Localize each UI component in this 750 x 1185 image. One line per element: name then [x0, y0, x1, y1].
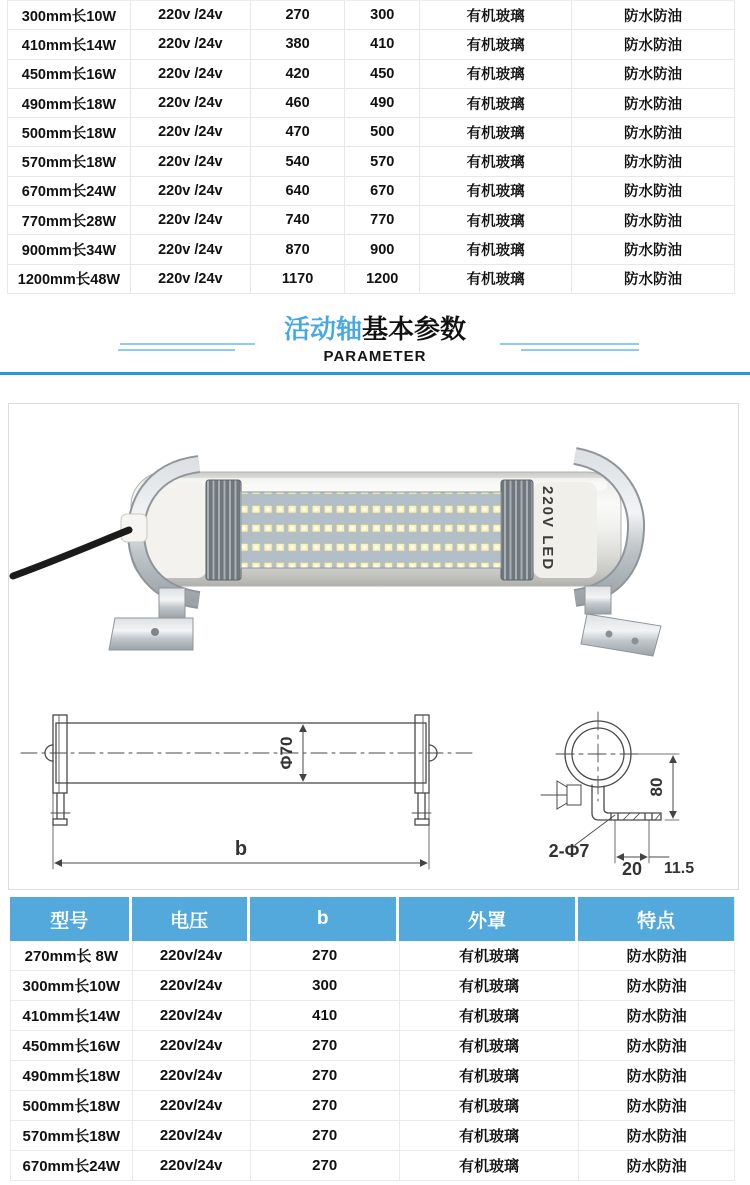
cell-model: 1200mm长48W: [7, 265, 130, 293]
cell-feature: 防水防油: [571, 177, 734, 205]
cell-val2: 570: [344, 147, 419, 175]
cell-cover: 有机玻璃: [399, 1001, 579, 1030]
cell-feature: 防水防油: [571, 206, 734, 234]
cell-val1: 540: [250, 147, 345, 175]
cell-cover: 有机玻璃: [419, 30, 571, 58]
cell-feature: 防水防油: [578, 1091, 734, 1120]
dim-base-offset-label: 11.5: [663, 860, 695, 877]
cell-val2: 1200: [344, 265, 419, 293]
cell-feature: 防水防油: [578, 1061, 734, 1090]
cell-voltage: 220v /24v: [130, 89, 250, 117]
cell-feature: 防水防油: [578, 1121, 734, 1150]
table-row: [7, 177, 734, 206]
dim-length-label: b: [234, 838, 248, 860]
cell-model: 270mm长 8W: [10, 941, 132, 970]
table-row: [7, 206, 734, 235]
cell-model: 450mm长16W: [10, 1031, 132, 1060]
cell-voltage: 220v /24v: [130, 118, 250, 146]
cell-feature: 防水防油: [571, 118, 734, 146]
cell-cover: 有机玻璃: [399, 971, 579, 1000]
cell-val2: 500: [344, 118, 419, 146]
table-header: [10, 897, 734, 941]
cell-voltage: 220v /24v: [130, 147, 250, 175]
cell-model: 770mm长28W: [7, 206, 130, 234]
cell-feature: 防水防油: [571, 30, 734, 58]
cell-model: 300mm长10W: [7, 1, 130, 29]
cell-model: 500mm长18W: [7, 118, 130, 146]
cell-cover: 有机玻璃: [419, 89, 571, 117]
section-title-blue: 活动轴: [283, 314, 362, 344]
led-module: [206, 480, 533, 580]
cell-val1: 270: [250, 1, 345, 29]
cell-voltage: 220v/24v: [132, 1031, 250, 1060]
table-row: [10, 1151, 734, 1181]
table-row: [10, 1031, 734, 1061]
cell-voltage: 220v/24v: [132, 1091, 250, 1120]
decor-line: [500, 343, 639, 345]
spec-table-top: [7, 0, 735, 294]
cell-cover: 有机玻璃: [419, 60, 571, 88]
dim-holes-label: 2-Φ7: [548, 841, 590, 861]
cell-cover: 有机玻璃: [399, 1151, 579, 1180]
tube-side-view: [21, 715, 474, 869]
table-row: [10, 1001, 734, 1031]
cell-voltage: 220v/24v: [132, 1061, 250, 1090]
cell-cover: 有机玻璃: [399, 1121, 579, 1150]
cell-feature: 防水防油: [571, 147, 734, 175]
cell-voltage: 220v/24v: [132, 1001, 250, 1030]
cell-val1: 640: [250, 177, 345, 205]
cell-voltage: 220v/24v: [132, 1121, 250, 1150]
cell-cover: 有机玻璃: [419, 1, 571, 29]
cell-b: 270: [250, 1031, 399, 1060]
cell-voltage: 220v/24v: [132, 941, 250, 970]
dim-base-width-label: 20: [621, 859, 643, 879]
cell-b: 410: [250, 1001, 399, 1030]
cell-val1: 460: [250, 89, 345, 117]
table-row: [7, 60, 734, 89]
table-row: [10, 941, 734, 971]
divider-rule: [0, 372, 750, 375]
cell-cover: 有机玻璃: [419, 147, 571, 175]
cell-feature: 防水防油: [578, 1151, 734, 1180]
section-subtitle: PARAMETER: [323, 348, 427, 365]
cell-val1: 1170: [250, 265, 345, 293]
cell-model: 490mm长18W: [7, 89, 130, 117]
cell-voltage: 220v/24v: [132, 971, 250, 1000]
decor-line: [521, 349, 639, 351]
cell-b: 300: [250, 971, 399, 1000]
cell-voltage: 220v /24v: [130, 30, 250, 58]
table-row: [7, 147, 734, 176]
cell-voltage: 220v/24v: [132, 1151, 250, 1180]
header-model: 型号: [10, 897, 132, 941]
cell-cover: 有机玻璃: [399, 1031, 579, 1060]
header-b: b: [250, 897, 399, 941]
cell-b: 270: [250, 1121, 399, 1150]
table-row: [7, 235, 734, 264]
cell-val1: 740: [250, 206, 345, 234]
cell-cover: 有机玻璃: [419, 177, 571, 205]
cell-val2: 300: [344, 1, 419, 29]
spec-table-bottom: [10, 897, 735, 1181]
cell-model: 900mm长34W: [7, 235, 130, 263]
cell-model: 570mm长18W: [10, 1121, 132, 1150]
cell-cover: 有机玻璃: [399, 1091, 579, 1120]
cell-cover: 有机玻璃: [419, 206, 571, 234]
table-row: [7, 1, 734, 30]
cell-val1: 420: [250, 60, 345, 88]
cell-val2: 900: [344, 235, 419, 263]
cell-cover: 有机玻璃: [399, 941, 579, 970]
product-image-panel: [8, 403, 739, 890]
cell-val1: 380: [250, 30, 345, 58]
header-feature: 特点: [578, 897, 734, 941]
section-title-black: 基本参数: [362, 314, 467, 344]
cell-model: 670mm长24W: [7, 177, 130, 205]
cell-model: 300mm长10W: [10, 971, 132, 1000]
cell-val1: 870: [250, 235, 345, 263]
table-row: [10, 1121, 734, 1151]
cell-voltage: 220v /24v: [130, 265, 250, 293]
cell-val2: 450: [344, 60, 419, 88]
dim-height-label: 80: [647, 777, 666, 797]
cell-model: 450mm长16W: [7, 60, 130, 88]
cell-val2: 490: [344, 89, 419, 117]
section-heading: [0, 313, 750, 365]
decor-line: [118, 349, 235, 351]
cell-model: 500mm长18W: [10, 1091, 132, 1120]
cell-feature: 防水防油: [578, 941, 734, 970]
cell-voltage: 220v /24v: [130, 206, 250, 234]
table-row: [7, 30, 734, 59]
table-row: [7, 118, 734, 147]
cell-voltage: 220v /24v: [130, 177, 250, 205]
cell-b: 270: [250, 941, 399, 970]
cell-feature: 防水防油: [571, 1, 734, 29]
cell-feature: 防水防油: [571, 89, 734, 117]
table-row: [7, 265, 734, 294]
cell-model: 670mm长24W: [10, 1151, 132, 1180]
cell-feature: 防水防油: [578, 1031, 734, 1060]
cell-cover: 有机玻璃: [419, 118, 571, 146]
cell-feature: 防水防油: [571, 235, 734, 263]
cell-model: 410mm长14W: [7, 30, 130, 58]
cell-feature: 防水防油: [571, 60, 734, 88]
cell-b: 270: [250, 1061, 399, 1090]
cell-feature: 防水防油: [571, 265, 734, 293]
section-title: [0, 313, 750, 345]
header-voltage: 电压: [132, 897, 250, 941]
dim-diameter-label: Φ70: [277, 736, 296, 770]
cell-val2: 670: [344, 177, 419, 205]
tube-print-label: 220V LED: [539, 486, 556, 572]
cell-model: 410mm长14W: [10, 1001, 132, 1030]
cell-model: 490mm长18W: [10, 1061, 132, 1090]
cell-val2: 770: [344, 206, 419, 234]
cell-feature: 防水防油: [578, 1001, 734, 1030]
cell-b: 270: [250, 1151, 399, 1180]
table-row: [10, 1061, 734, 1091]
cell-cover: 有机玻璃: [419, 235, 571, 263]
table-row: [10, 971, 734, 1001]
cell-model: 570mm长18W: [7, 147, 130, 175]
cell-feature: 防水防油: [578, 971, 734, 1000]
cell-cover: 有机玻璃: [419, 265, 571, 293]
cell-voltage: 220v /24v: [130, 60, 250, 88]
cell-val1: 470: [250, 118, 345, 146]
cell-b: 270: [250, 1091, 399, 1120]
cell-val2: 410: [344, 30, 419, 58]
table-row: [7, 89, 734, 118]
cell-voltage: 220v /24v: [130, 1, 250, 29]
table-row: [10, 1091, 734, 1121]
power-cable: [13, 514, 147, 576]
dimension-drawing: [9, 689, 740, 884]
product-photo: [9, 424, 740, 689]
cell-voltage: 220v /24v: [130, 235, 250, 263]
decor-line: [120, 343, 255, 345]
header-cover: 外罩: [399, 897, 579, 941]
cell-cover: 有机玻璃: [399, 1061, 579, 1090]
